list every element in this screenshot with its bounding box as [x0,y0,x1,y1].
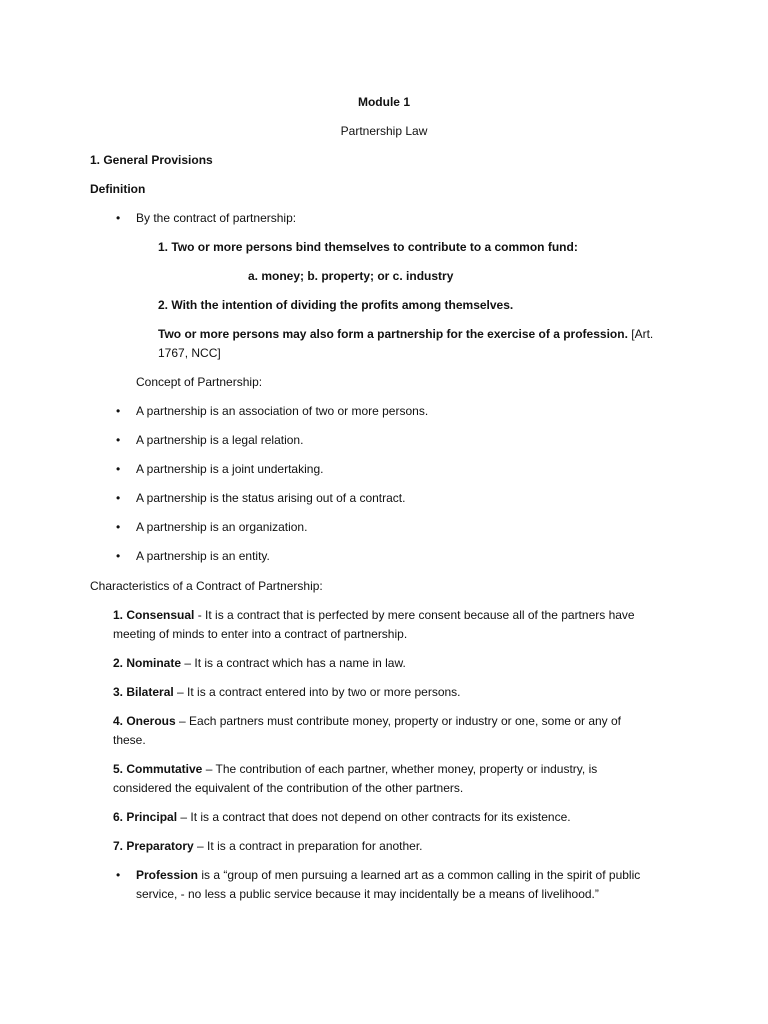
definition-item-2: 2. With the intention of dividing the profits among themselves. [158,298,514,312]
characteristic-term: 3. Bilateral [113,685,174,699]
concept-item: A partnership is an organization. [136,520,308,534]
characteristic-text: – It is a contract in preparation for another. [193,839,423,853]
characteristic-term: 2. Nominate [113,656,182,670]
characteristic-term: 6. Principal [113,810,178,824]
concept-item: A partnership is the status arising out of a contract. [136,491,406,505]
characteristic-text: – It is a contract which has a name in law. [181,656,406,670]
characteristic-item [113,654,406,672]
characteristic-item [113,808,571,826]
module-title: Module 1 [357,95,410,109]
concept-heading: Concept of Partnership: [136,375,263,389]
characteristic-text: – Each partners must contribute money, property or industry or one, some or any of [175,714,622,728]
bullet-icon: • [116,520,121,534]
definition-heading: Definition [90,182,146,196]
characteristic-text: – The contribution of each partner, whether money, property or industry, is [202,762,598,776]
definition-item-1: 1. Two or more persons bind themselves to contribute to a common fund: [158,240,578,254]
concept-item: A partnership is a joint undertaking. [136,462,324,476]
subject-title: Partnership Law [340,124,428,138]
profession-term: Profession [136,868,199,882]
bullet-icon: • [116,491,121,505]
characteristic-continuation: meeting of minds to enter into a contract of partnership. [113,627,408,641]
concept-item: A partnership is an association of two or more persons. [136,404,429,418]
bullet-icon: • [116,462,121,476]
characteristic-term: 5. Commutative [113,762,203,776]
characteristic-item [113,683,461,701]
section-heading: 1. General Provisions [90,153,213,167]
characteristic-item [113,606,635,624]
bullet-icon: • [116,404,121,418]
characteristics-heading: Characteristics of a Contract of Partnership: [90,579,323,593]
characteristic-continuation: these. [113,733,146,747]
characteristic-text: - It is a contract that is perfected by mere consent because all of the partners have [194,608,635,622]
characteristic-item [113,712,621,730]
profession-note-tail: [Art. [627,327,654,341]
characteristic-term: 1. Consensual [113,608,195,622]
characteristic-item [113,760,597,778]
definition-item-1-sub: a. money; b. property; or c. industry [248,269,454,283]
characteristic-term: 4. Onerous [113,714,176,728]
definition-intro: By the contract of partnership: [136,211,297,225]
concept-item: A partnership is an entity. [136,549,270,563]
profession-text: is a “group of men pursuing a learned art as a common calling in the spirit of public [198,868,641,882]
characteristic-text: – It is a contract entered into by two or more persons. [173,685,461,699]
bullet-icon: • [116,211,121,225]
bullet-icon: • [116,433,121,447]
characteristic-item [113,837,423,855]
characteristic-term: 7. Preparatory [113,839,194,853]
profession-note-bold: Two or more persons may also form a partnership for the exercise of a profession. [158,327,628,341]
profession-note-line-1 [158,325,653,343]
concept-item: A partnership is a legal relation. [136,433,304,447]
profession-definition-line-1 [136,866,640,884]
profession-note-line-2: 1767, NCC] [158,346,221,360]
characteristic-text: – It is a contract that does not depend on other contracts for its existence. [177,810,571,824]
profession-definition-line-2: service, - no less a public service because it may incidentally be a means of livelihood.” [136,887,599,901]
bullet-icon: • [116,868,121,882]
bullet-icon: • [116,549,121,563]
characteristic-continuation: considered the equivalent of the contribution of the other partners. [113,781,464,795]
